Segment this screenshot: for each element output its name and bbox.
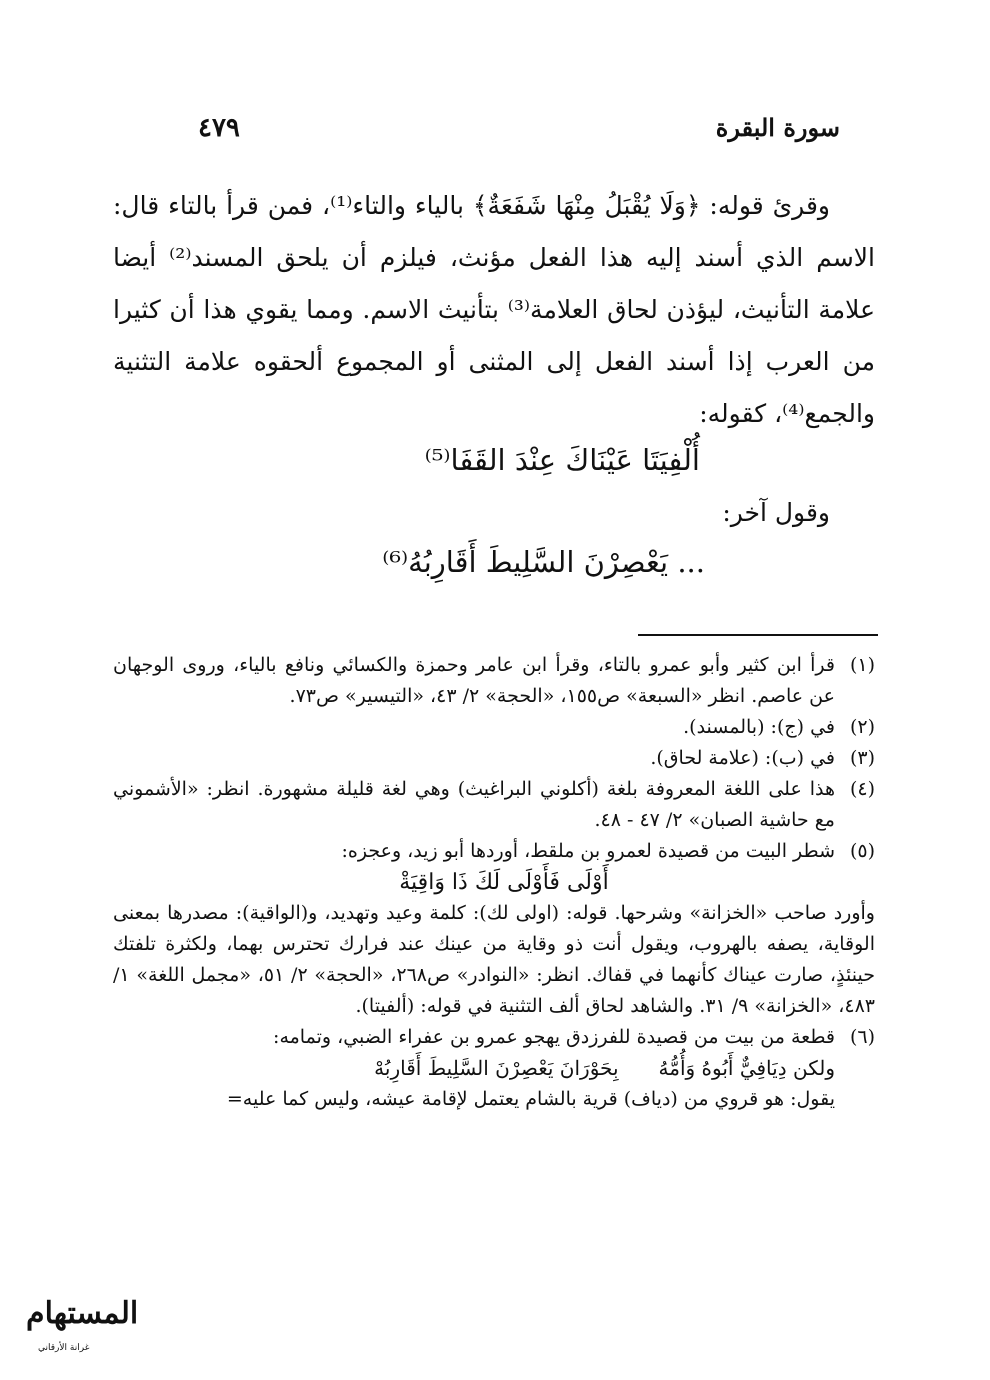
footnote-number: (٣) (849, 747, 875, 769)
footnote-text: هذا على اللغة المعروفة بلغة (أكلوني البراغيث) وهي لغة قليلة مشهورة. انظر: «الأشموني مع حاشية الصبان» ٢/ ٤٧ - ٤٨. (113, 778, 835, 831)
page-number: ٤٧٩ (198, 113, 240, 143)
surah-title: سورة البقرة (715, 113, 840, 142)
footnote-verse: أَوْلَى فَأَوْلَى لَكَ ذَا وَاقِيَةْ (399, 870, 609, 895)
footnotes (113, 650, 875, 1115)
footnote-1 (113, 650, 875, 712)
logo-text: المستهام (26, 1296, 139, 1331)
footnote-text: قرأ ابن كثير وأبو عمرو بالتاء، وقرأ ابن عامر وحمزة والكسائي ونافع بالياء، وروى الوجهان عن عاصم. انظر «السبعة» ص١٥٥، «الحجة» ٢/ ٤٣، «التيسير» ص٧٣. (113, 654, 835, 707)
verse-hemistich-1: ولكن دِيَافِيٌّ أَبُوهُ وَأُمُّهُ (658, 1056, 835, 1080)
poem-line-2: ... يَعْصِرْنَ السَّلِيطَ أَقَارِبُهُ⁽⁶⁾ (382, 545, 705, 579)
footnote-3 (113, 743, 875, 774)
footnote-continuation: يقول: هو قروي من (دياف) قرية بالشام يعتمل لإقامة عيشه، وليس كما عليه= (226, 1088, 835, 1110)
main-paragraph: وقرئ قوله: ﴿وَلَا يُقْبَلُ مِنْهَا شَفَعَةٌ﴾ بالياء والتاء⁽¹⁾، فمن قرأ بالتاء قال: الاسم الذي أسند إليه هذا الفعل مؤنث، فيلزم أن يلحق المسند⁽²⁾ أيضا علامة التأنيث، ليؤذن لحاق العلامة⁽³⁾ بتأنيث الاسم. ومما يقوي هذا أن كثيرا من العرب إذا أسند الفعل إلى المثنى أو المجموع ألحقوه علامة التثنية والجمع⁽⁴⁾، كقوله: (113, 191, 875, 428)
footnote-continuation: وأورد صاحب «الخزانة» وشرحها. قوله: (اولى لك): كلمة وعيد وتهديد، و(الواقية): مصدرها بمعنى الوقاية، يصفه بالهروب، ويقول أنت ذو وقاية من عينك عند فرارك تحترس بهما، ولكثرة تلفتك حينئذٍ، صارت عيناك كأنهما في قفاك. انظر: «النوادر» ص٢٦٨، «الحجة» ٢/ ٥١، «مجمل اللغة» ١/ ٤٨٣، «الخزانة» ٩/ ٣١. والشاهد لحاق ألف التثنية في قوله: (ألفيتا). (113, 902, 875, 1017)
poem-intro: وقول آخر: (722, 498, 830, 527)
footnote-text: في (ج): (بالمسند). (683, 716, 835, 738)
main-text (113, 180, 875, 440)
footnote-5 (113, 836, 875, 898)
footnote-6 (113, 1022, 875, 1115)
footnote-divider (638, 634, 878, 636)
footnote-4 (113, 774, 875, 836)
footnote-number: (٦) (849, 1026, 875, 1048)
footnote-text: قطعة من بيت من قصيدة للفرزدق يهجو عمرو بن عفراء الضبي، وتمامه: (273, 1026, 835, 1048)
watermark-logo (8, 1288, 143, 1378)
footnote-text: في (ب): (علامة لحاق). (650, 747, 835, 769)
footnote-number: (٥) (849, 840, 875, 862)
footnote-number: (١) (849, 654, 875, 676)
poem-line-1: أُلْفِيَتَا عَيْنَاكَ عِنْدَ القَفَا⁽⁵⁾ (424, 443, 700, 477)
footnote-number: (٤) (849, 778, 875, 800)
footnote-text: شطر البيت من قصيدة لعمرو بن ملقط، أوردها أبو زيد، وعجزه: (341, 840, 835, 862)
footnote-2 (113, 712, 875, 743)
logo-subtext: غرانة الأرقاني (38, 1343, 90, 1353)
verse-hemistich-2: بِحَوْرَانَ يَعْصِرْنَ السَّلِيطَ أَقَارِبُهْ (374, 1056, 619, 1080)
footnote-verse-pair (113, 1053, 835, 1084)
footnote-number: (٢) (849, 716, 875, 738)
